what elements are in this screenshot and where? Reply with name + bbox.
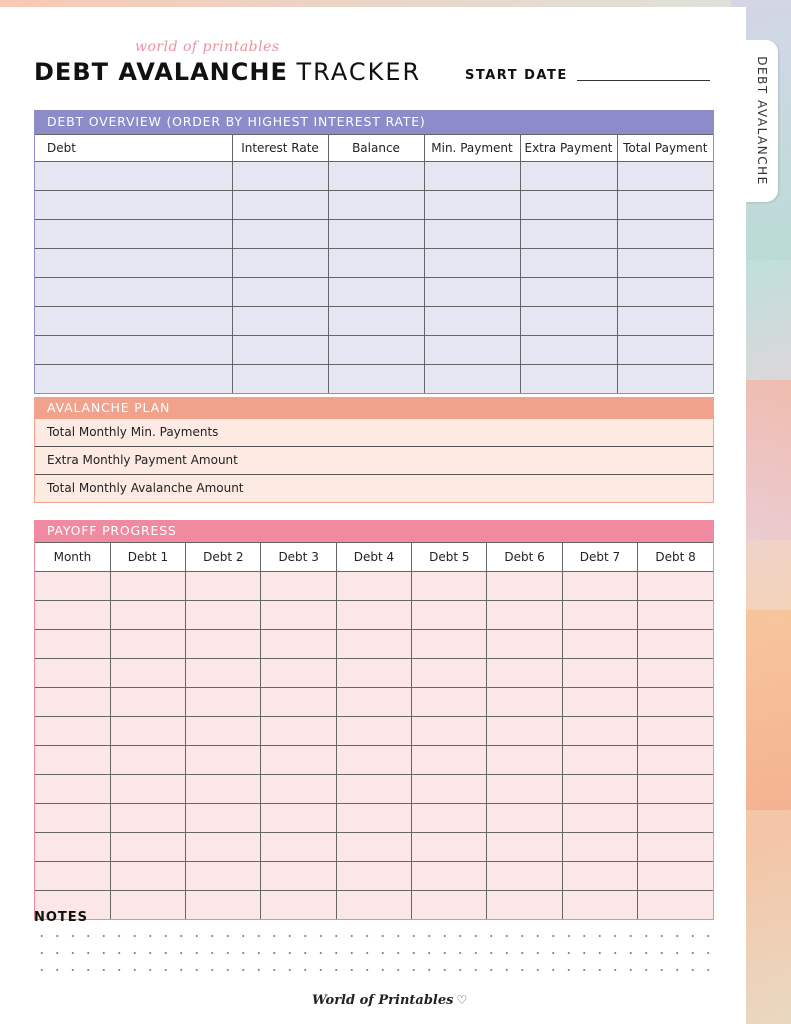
input-cell[interactable] [336, 804, 411, 833]
input-cell[interactable] [638, 804, 713, 833]
table-row [35, 249, 713, 278]
column-header: Balance [328, 135, 424, 162]
notes-dotted-line[interactable] [34, 935, 716, 937]
input-cell[interactable] [412, 804, 487, 833]
input-cell[interactable] [110, 717, 185, 746]
input-cell[interactable] [232, 307, 328, 336]
input-cell[interactable] [336, 717, 411, 746]
input-cell[interactable] [487, 833, 562, 862]
input-cell[interactable] [412, 572, 487, 601]
input-cell[interactable] [487, 804, 562, 833]
input-cell[interactable] [110, 659, 185, 688]
input-cell[interactable] [328, 249, 424, 278]
input-cell[interactable] [35, 162, 232, 191]
input-cell[interactable] [35, 365, 232, 394]
input-cell[interactable] [424, 162, 520, 191]
input-cell[interactable] [232, 278, 328, 307]
input-cell[interactable] [232, 162, 328, 191]
input-cell[interactable] [261, 775, 336, 804]
input-cell[interactable] [487, 688, 562, 717]
input-cell[interactable] [424, 249, 520, 278]
input-cell[interactable] [110, 572, 185, 601]
input-cell[interactable] [35, 572, 110, 601]
input-cell[interactable] [186, 630, 261, 659]
notes-dotted-line[interactable] [34, 952, 716, 954]
brand-script: world of printables [135, 39, 280, 55]
column-header: Interest Rate [232, 135, 328, 162]
input-cell[interactable] [487, 630, 562, 659]
input-cell[interactable] [638, 688, 713, 717]
input-cell[interactable] [328, 307, 424, 336]
input-cell[interactable] [261, 891, 336, 920]
input-cell[interactable] [562, 659, 637, 688]
input-cell[interactable] [336, 688, 411, 717]
input-cell[interactable] [186, 891, 261, 920]
input-cell[interactable] [487, 601, 562, 630]
input-cell[interactable] [424, 220, 520, 249]
input-cell[interactable] [336, 746, 411, 775]
table-row [35, 278, 713, 307]
input-cell[interactable] [35, 601, 110, 630]
input-cell[interactable] [412, 630, 487, 659]
input-cell[interactable] [261, 717, 336, 746]
column-header: Debt 1 [110, 543, 185, 572]
input-cell[interactable] [35, 220, 232, 249]
input-cell[interactable] [110, 833, 185, 862]
table-row [35, 688, 713, 717]
input-cell[interactable] [638, 630, 713, 659]
start-date-label: START DATE [465, 68, 568, 83]
column-header: Debt 7 [562, 543, 637, 572]
input-cell[interactable] [336, 775, 411, 804]
input-cell[interactable] [35, 659, 110, 688]
input-cell[interactable] [617, 162, 713, 191]
column-header: Debt 3 [261, 543, 336, 572]
start-date-field[interactable] [577, 80, 710, 81]
input-cell[interactable] [412, 862, 487, 891]
input-cell[interactable] [35, 717, 110, 746]
input-cell[interactable] [35, 278, 232, 307]
input-cell[interactable] [336, 601, 411, 630]
table-row [35, 572, 713, 601]
input-cell[interactable] [487, 717, 562, 746]
input-cell[interactable] [336, 659, 411, 688]
debt-overview-table [35, 134, 713, 393]
input-cell[interactable] [520, 278, 617, 307]
input-cell[interactable] [35, 630, 110, 659]
debt-overview-heading: DEBT OVERVIEW (ORDER BY HIGHEST INTEREST RATE) [35, 110, 713, 134]
input-cell[interactable] [617, 191, 713, 220]
input-cell[interactable] [638, 746, 713, 775]
column-header: Debt 5 [412, 543, 487, 572]
input-cell[interactable] [186, 746, 261, 775]
input-cell[interactable] [617, 249, 713, 278]
input-cell[interactable] [186, 572, 261, 601]
input-cell[interactable] [35, 688, 110, 717]
footer-brand [312, 993, 467, 1008]
input-cell[interactable] [638, 659, 713, 688]
input-cell[interactable] [638, 572, 713, 601]
input-cell[interactable] [110, 891, 185, 920]
input-cell[interactable] [520, 365, 617, 394]
input-cell[interactable] [562, 688, 637, 717]
input-cell[interactable] [328, 220, 424, 249]
input-cell[interactable] [35, 862, 110, 891]
input-cell[interactable] [186, 833, 261, 862]
title-light: TRACKER [296, 58, 422, 86]
input-cell[interactable] [412, 746, 487, 775]
plan-row[interactable]: Total Monthly Min. Payments [35, 419, 713, 446]
input-cell[interactable] [562, 717, 637, 746]
input-cell[interactable] [617, 336, 713, 365]
input-cell[interactable] [562, 746, 637, 775]
column-header: Debt 6 [487, 543, 562, 572]
table-row [35, 336, 713, 365]
input-cell[interactable] [520, 249, 617, 278]
table-row [35, 746, 713, 775]
input-cell[interactable] [35, 336, 232, 365]
table-row [35, 307, 713, 336]
input-cell[interactable] [336, 891, 411, 920]
table-row [35, 659, 713, 688]
input-cell[interactable] [110, 862, 185, 891]
input-cell[interactable] [35, 804, 110, 833]
input-cell[interactable] [336, 630, 411, 659]
input-cell[interactable] [487, 891, 562, 920]
input-cell[interactable] [328, 278, 424, 307]
input-cell[interactable] [412, 775, 487, 804]
input-cell[interactable] [186, 688, 261, 717]
column-header: Debt 4 [336, 543, 411, 572]
payoff-progress-section [34, 520, 714, 920]
input-cell[interactable] [424, 307, 520, 336]
input-cell[interactable] [412, 601, 487, 630]
avalanche-plan-section [34, 397, 714, 503]
input-cell[interactable] [328, 365, 424, 394]
input-cell[interactable] [638, 775, 713, 804]
input-cell[interactable] [487, 862, 562, 891]
input-cell[interactable] [424, 336, 520, 365]
column-header: Debt 2 [186, 543, 261, 572]
input-cell[interactable] [520, 336, 617, 365]
column-header: Month [35, 543, 110, 572]
input-cell[interactable] [412, 833, 487, 862]
input-cell[interactable] [232, 249, 328, 278]
table-row [35, 601, 713, 630]
table-row [35, 191, 713, 220]
payoff-progress-table [35, 542, 713, 919]
input-cell[interactable] [261, 630, 336, 659]
table-row [35, 833, 713, 862]
column-header: Debt [35, 135, 232, 162]
input-cell[interactable] [110, 688, 185, 717]
input-cell[interactable] [186, 775, 261, 804]
input-cell[interactable] [110, 630, 185, 659]
input-cell[interactable] [617, 278, 713, 307]
column-header: Debt 8 [638, 543, 713, 572]
input-cell[interactable] [562, 601, 637, 630]
column-header: Min. Payment [424, 135, 520, 162]
input-cell[interactable] [261, 659, 336, 688]
page-title [34, 58, 421, 86]
plan-row[interactable]: Total Monthly Avalanche Amount [35, 474, 713, 502]
input-cell[interactable] [424, 191, 520, 220]
input-cell[interactable] [35, 191, 232, 220]
input-cell[interactable] [638, 717, 713, 746]
input-cell[interactable] [261, 746, 336, 775]
input-cell[interactable] [487, 659, 562, 688]
input-cell[interactable] [562, 775, 637, 804]
input-cell[interactable] [261, 804, 336, 833]
input-cell[interactable] [186, 601, 261, 630]
input-cell[interactable] [562, 891, 637, 920]
input-cell[interactable] [336, 833, 411, 862]
input-cell[interactable] [562, 804, 637, 833]
input-cell[interactable] [520, 191, 617, 220]
heart-icon: ♡ [456, 993, 468, 1007]
input-cell[interactable] [412, 659, 487, 688]
input-cell[interactable] [638, 891, 713, 920]
input-cell[interactable] [261, 688, 336, 717]
input-cell[interactable] [232, 365, 328, 394]
input-cell[interactable] [520, 220, 617, 249]
table-row [35, 862, 713, 891]
notes-dotted-line[interactable] [34, 969, 716, 971]
input-cell[interactable] [638, 833, 713, 862]
payoff-progress-heading: PAYOFF PROGRESS [35, 520, 713, 542]
column-header: Total Payment [617, 135, 713, 162]
input-cell[interactable] [35, 833, 110, 862]
input-cell[interactable] [520, 162, 617, 191]
input-cell[interactable] [35, 249, 232, 278]
table-row [35, 775, 713, 804]
input-cell[interactable] [110, 746, 185, 775]
input-cell[interactable] [110, 601, 185, 630]
table-row [35, 891, 713, 920]
table-row [35, 365, 713, 394]
input-cell[interactable] [328, 336, 424, 365]
table-row [35, 220, 713, 249]
table-row [35, 630, 713, 659]
input-cell[interactable] [424, 365, 520, 394]
input-cell[interactable] [328, 191, 424, 220]
input-cell[interactable] [562, 862, 637, 891]
input-cell[interactable] [232, 336, 328, 365]
side-tab-label: DEBT AVALANCHE [755, 56, 769, 186]
input-cell[interactable] [562, 572, 637, 601]
plan-row[interactable]: Extra Monthly Payment Amount [35, 446, 713, 474]
table-row [35, 804, 713, 833]
avalanche-plan-heading: AVALANCHE PLAN [35, 397, 713, 419]
input-cell[interactable] [232, 220, 328, 249]
input-cell[interactable] [617, 220, 713, 249]
input-cell[interactable] [424, 278, 520, 307]
input-cell[interactable] [328, 162, 424, 191]
input-cell[interactable] [638, 862, 713, 891]
input-cell[interactable] [186, 804, 261, 833]
input-cell[interactable] [617, 365, 713, 394]
input-cell[interactable] [412, 688, 487, 717]
input-cell[interactable] [562, 833, 637, 862]
input-cell[interactable] [110, 804, 185, 833]
notes-label: NOTES [34, 910, 89, 925]
column-header: Extra Payment [520, 135, 617, 162]
input-cell[interactable] [562, 630, 637, 659]
input-cell[interactable] [110, 775, 185, 804]
input-cell[interactable] [487, 775, 562, 804]
input-cell[interactable] [487, 572, 562, 601]
input-cell[interactable] [520, 307, 617, 336]
input-cell[interactable] [261, 572, 336, 601]
debt-overview-section [34, 110, 714, 394]
input-cell[interactable] [638, 601, 713, 630]
input-cell[interactable] [261, 833, 336, 862]
input-cell[interactable] [186, 659, 261, 688]
input-cell[interactable] [186, 717, 261, 746]
title-bold: DEBT AVALANCHE [34, 58, 288, 86]
input-cell[interactable] [336, 572, 411, 601]
input-cell[interactable] [35, 746, 110, 775]
input-cell[interactable] [35, 775, 110, 804]
footer-brand-text: World of Printables [312, 993, 454, 1008]
input-cell[interactable] [261, 601, 336, 630]
table-row [35, 162, 713, 191]
table-row [35, 717, 713, 746]
input-cell[interactable] [412, 891, 487, 920]
input-cell[interactable] [487, 746, 562, 775]
input-cell[interactable] [35, 307, 232, 336]
input-cell[interactable] [336, 862, 411, 891]
input-cell[interactable] [617, 307, 713, 336]
input-cell[interactable] [261, 862, 336, 891]
input-cell[interactable] [232, 191, 328, 220]
input-cell[interactable] [412, 717, 487, 746]
input-cell[interactable] [186, 862, 261, 891]
